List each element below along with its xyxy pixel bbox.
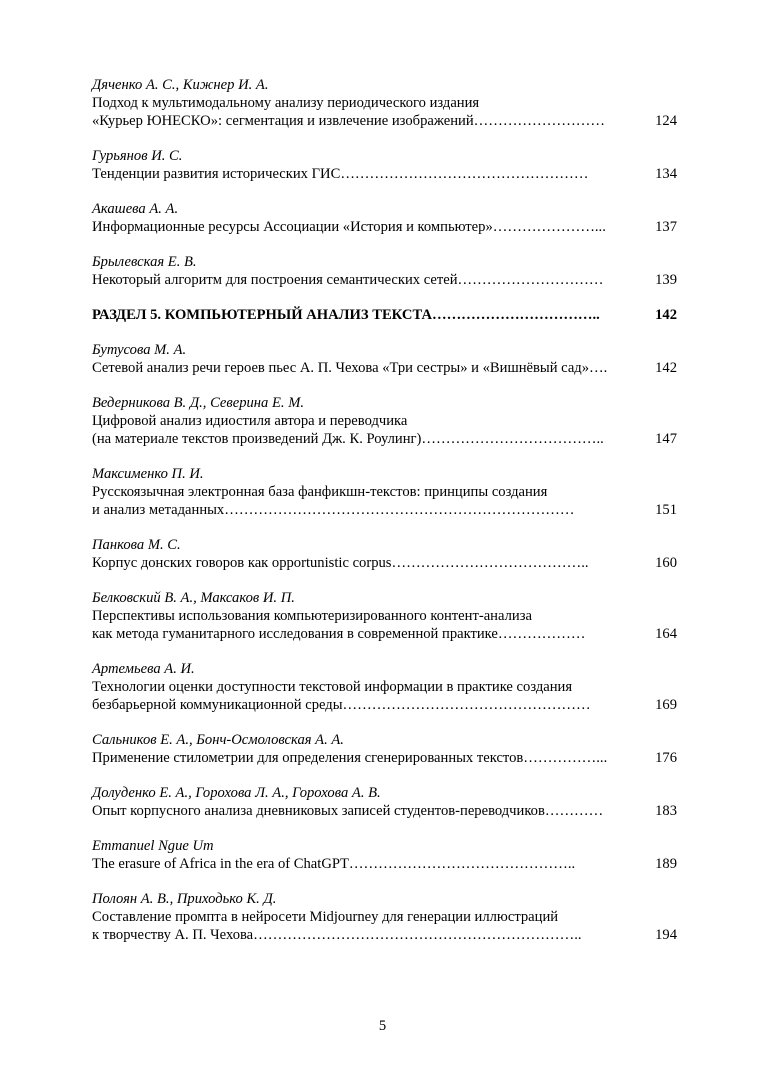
page-ref-spacer bbox=[641, 483, 677, 501]
entry-title-line bbox=[92, 678, 677, 696]
entry-title-text: Применение стилометрии для определения сгенерированных текстов……………... bbox=[92, 750, 608, 766]
page-ref: 139 bbox=[655, 272, 677, 288]
section-heading bbox=[92, 306, 677, 324]
toc-entry bbox=[92, 394, 677, 448]
entry-title-text: как метода гуманитарного исследования в современной практике……………… bbox=[92, 626, 586, 642]
page-ref: 176 bbox=[655, 750, 677, 766]
entry-title-line bbox=[92, 855, 677, 873]
entry-title-text: The erasure of Africa in the era of ChatGPT……………………………………….. bbox=[92, 856, 576, 872]
toc-entry bbox=[92, 784, 677, 820]
page-ref-spacer bbox=[641, 678, 677, 696]
page-ref: 183 bbox=[655, 803, 677, 819]
entry-authors: Долуденко Е. А., Горохова Л. А., Горохова А. В. bbox=[92, 785, 381, 801]
toc-entry bbox=[92, 837, 677, 873]
page-ref: 142 bbox=[655, 307, 677, 323]
entry-authors: Брылевская Е. В. bbox=[92, 254, 197, 270]
toc-entry bbox=[92, 465, 677, 519]
entry-title-text: Технологии оценки доступности текстовой информации в практике создания bbox=[92, 679, 573, 695]
page-ref: 134 bbox=[655, 166, 677, 182]
table-of-contents bbox=[92, 76, 677, 961]
entry-title-line bbox=[92, 112, 677, 130]
entry-authors: Гурьянов И. С. bbox=[92, 148, 183, 164]
entry-title-text: Цифровой анализ идиостиля автора и переводчика bbox=[92, 413, 408, 429]
entry-title-text: Русскоязычная электронная база фанфикшн-текстов: принципы создания bbox=[92, 484, 548, 500]
entry-title-text: (на материале текстов произведений Дж. К. Роулинг)……………………………….. bbox=[92, 431, 604, 447]
toc-entry bbox=[92, 890, 677, 944]
entry-title-line bbox=[92, 271, 677, 289]
entry-title-line bbox=[92, 607, 677, 625]
toc-entry bbox=[92, 536, 677, 572]
page-ref: 137 bbox=[655, 219, 677, 235]
entry-title-line bbox=[92, 483, 677, 501]
entry-authors: Максименко П. И. bbox=[92, 466, 204, 482]
entry-title-text: к творчеству А. П. Чехова………………………………………………………….. bbox=[92, 927, 582, 943]
entry-title-text: Опыт корпусного анализа дневниковых записей студентов-переводчиков………… bbox=[92, 803, 604, 819]
page-ref-spacer bbox=[641, 412, 677, 430]
entry-title-text: Составление промпта в нейросети Midjourney для генерации иллюстраций bbox=[92, 909, 559, 925]
entry-authors: Ведерникова В. Д., Северина Е. М. bbox=[92, 395, 305, 411]
entry-title-text: и анализ метаданных……………………………………………………………… bbox=[92, 502, 575, 518]
entry-title-line bbox=[92, 501, 677, 519]
toc-entry bbox=[92, 589, 677, 643]
page-ref: 142 bbox=[655, 360, 677, 376]
page-ref: 169 bbox=[655, 697, 677, 713]
page-ref-spacer bbox=[641, 607, 677, 625]
page-ref: 164 bbox=[655, 626, 677, 642]
entry-title-text: Информационные ресурсы Ассоциации «История и компьютер»…………………... bbox=[92, 219, 606, 235]
toc-entry bbox=[92, 76, 677, 130]
entry-authors: Белковский В. А., Максаков И. П. bbox=[92, 590, 295, 606]
entry-title-line bbox=[92, 625, 677, 643]
entry-title-line bbox=[92, 908, 677, 926]
page-ref: 189 bbox=[655, 856, 677, 872]
page-ref: 194 bbox=[655, 927, 677, 943]
entry-authors: Акашева А. А. bbox=[92, 201, 179, 217]
toc-entry bbox=[92, 660, 677, 714]
entry-authors: Сальников Е. А., Бонч-Осмоловская А. А. bbox=[92, 732, 344, 748]
entry-title-line bbox=[92, 218, 677, 236]
page-ref-spacer bbox=[641, 94, 677, 112]
entry-title-text: Корпус донских говоров как opportunistic corpus………………………………….. bbox=[92, 555, 589, 571]
entry-authors: Бутусова М. А. bbox=[92, 342, 187, 358]
toc-entry bbox=[92, 341, 677, 377]
entry-title-text: Перспективы использования компьютеризированного контент-анализа bbox=[92, 608, 532, 624]
entry-authors: Артемьева А. И. bbox=[92, 661, 195, 677]
page-ref: 147 bbox=[655, 431, 677, 447]
entry-title-line bbox=[92, 359, 677, 377]
entry-authors: Emmanuel Ngue Um bbox=[92, 838, 214, 854]
entry-title-line bbox=[92, 554, 677, 572]
page-ref: 160 bbox=[655, 555, 677, 571]
entry-authors: Полоян А. В., Приходько К. Д. bbox=[92, 891, 277, 907]
toc-entry bbox=[92, 200, 677, 236]
toc-entry bbox=[92, 147, 677, 183]
entry-title-text: Некоторый алгоритм для построения семантических сетей………………………… bbox=[92, 272, 604, 288]
page-ref: 151 bbox=[655, 502, 677, 518]
entry-title-text: Подход к мультимодальному анализу периодического издания bbox=[92, 95, 480, 111]
entry-title-text: безбарьерной коммуникационной среды…………………………………………… bbox=[92, 697, 591, 713]
entry-title-line bbox=[92, 412, 677, 430]
entry-authors: Дяченко А. С., Кижнер И. А. bbox=[92, 77, 269, 93]
entry-title-line bbox=[92, 696, 677, 714]
page-ref-spacer bbox=[641, 908, 677, 926]
entry-title-line bbox=[92, 749, 677, 767]
section-line bbox=[92, 306, 677, 324]
entry-title-line bbox=[92, 94, 677, 112]
entry-title-text: Сетевой анализ речи героев пьес А. П. Чехова «Три сестры» и «Вишнёвый сад»…. bbox=[92, 360, 608, 376]
toc-entry bbox=[92, 253, 677, 289]
section-title: РАЗДЕЛ 5. КОМПЬЮТЕРНЫЙ АНАЛИЗ ТЕКСТА…………………………….. bbox=[92, 307, 600, 323]
toc-entry bbox=[92, 731, 677, 767]
entry-authors: Панкова М. С. bbox=[92, 537, 181, 553]
page-number: 5 bbox=[378, 1018, 387, 1034]
entry-title-text: Тенденции развития исторических ГИС…………………………………………… bbox=[92, 166, 589, 182]
entry-title-line bbox=[92, 802, 677, 820]
entry-title-line bbox=[92, 430, 677, 448]
entry-title-line bbox=[92, 926, 677, 944]
page-ref: 124 bbox=[655, 113, 677, 129]
entry-title-text: «Курьер ЮНЕСКО»: сегментация и извлечение изображений……………………… bbox=[92, 113, 605, 129]
entry-title-line bbox=[92, 165, 677, 183]
